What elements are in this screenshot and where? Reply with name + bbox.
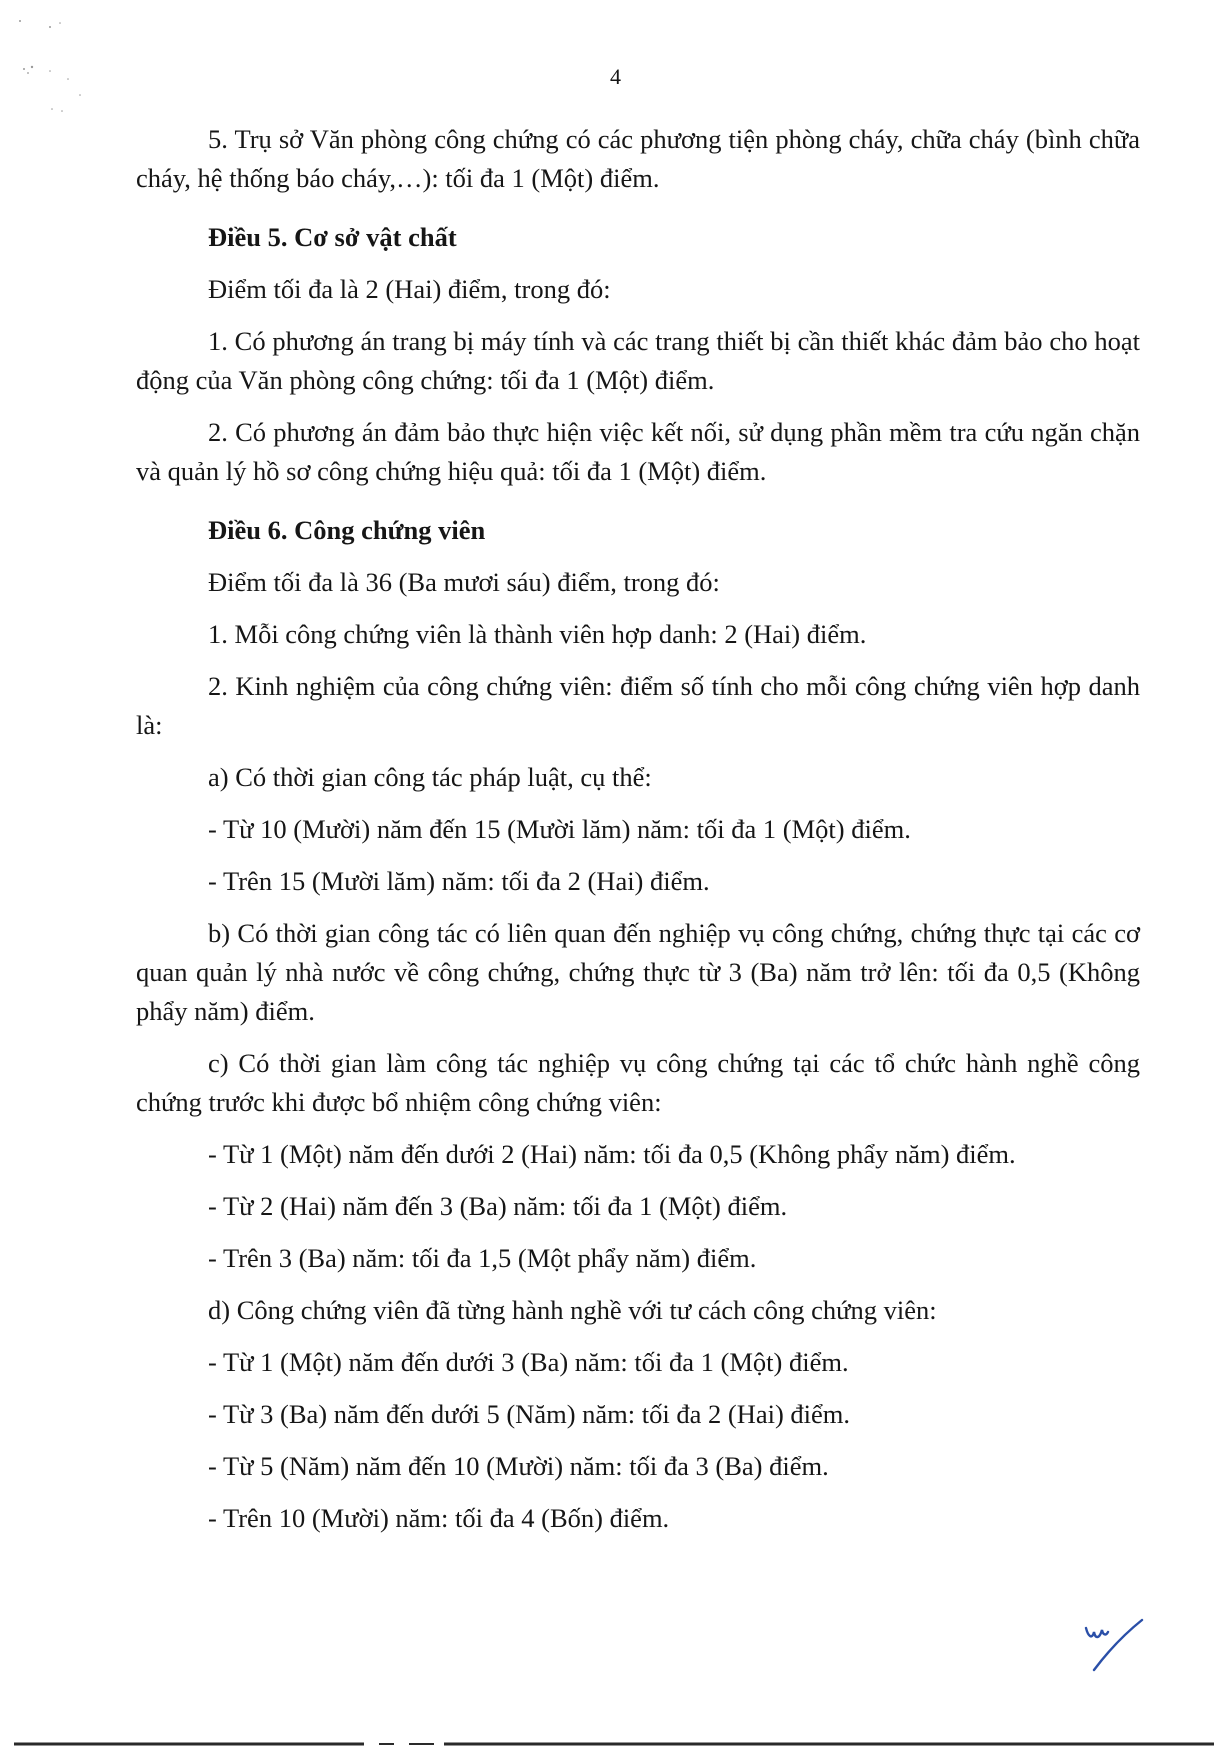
article-6-item-2: 2. Kinh nghiệm của công chứng viên: điểm số tính cho mỗi công chứng viên hợp danh là:	[136, 671, 1140, 740]
document-body	[136, 120, 1140, 1551]
page-number: 4	[610, 64, 621, 89]
item-2d-bullet-3: - Từ 5 (Năm) năm đến 10 (Mười) năm: tối đa 3 (Ba) điểm.	[208, 1451, 829, 1481]
article-5-max-score: Điểm tối đa là 2 (Hai) điểm, trong đó:	[208, 274, 611, 304]
item-2d: d) Công chứng viên đã từng hành nghề với tư cách công chứng viên:	[208, 1295, 937, 1325]
item-2a: a) Có thời gian công tác pháp luật, cụ thể:	[208, 762, 652, 792]
item-2d-bullet-2: - Từ 3 (Ba) năm đến dưới 5 (Năm) năm: tối đa 2 (Hai) điểm.	[208, 1399, 851, 1429]
clause-5-fire-safety: 5. Trụ sở Văn phòng công chứng có các phương tiện phòng cháy, chữa cháy (bình chữa cháy, hệ thống báo cháy,…): tối đa 1 (Một) điểm.	[136, 124, 1140, 193]
bottom-scan-line	[14, 1738, 1214, 1748]
item-2c-bullet-2: - Từ 2 (Hai) năm đến 3 (Ba) năm: tối đa 1 (Một) điểm.	[208, 1191, 788, 1221]
item-2b: b) Có thời gian công tác có liên quan đến nghiệp vụ công chứng, chứng thực tại các cơ quan quản lý nhà nước về công chứng, chứng thực từ 3 (Ba) năm trở lên: tối đa 0,5 (Không phẩy năm) điểm.	[136, 918, 1140, 1026]
article-5-heading: Điều 5. Cơ sở vật chất	[208, 222, 457, 252]
article-6-max-score: Điểm tối đa là 36 (Ba mươi sáu) điểm, trong đó:	[208, 567, 720, 597]
article-5-item-1: 1. Có phương án trang bị máy tính và các trang thiết bị cần thiết khác đảm bảo cho hoạt động của Văn phòng công chứng: tối đa 1 (Một) điểm.	[136, 326, 1140, 395]
item-2c: c) Có thời gian làm công tác nghiệp vụ công chứng tại các tổ chức hành nghề công chứng trước khi được bổ nhiệm công chứng viên:	[136, 1048, 1140, 1117]
item-2c-bullet-3: - Trên 3 (Ba) năm: tối đa 1,5 (Một phẩy năm) điểm.	[208, 1243, 757, 1273]
signature-icon	[1080, 1614, 1150, 1674]
article-6-heading: Điều 6. Công chứng viên	[208, 515, 486, 545]
article-6-item-1: 1. Mỗi công chứng viên là thành viên hợp danh: 2 (Hai) điểm.	[208, 619, 867, 649]
item-2a-bullet-2: - Trên 15 (Mười lăm) năm: tối đa 2 (Hai) điểm.	[208, 866, 710, 896]
item-2d-bullet-4: - Trên 10 (Mười) năm: tối đa 4 (Bốn) điểm.	[208, 1503, 670, 1533]
item-2d-bullet-1: - Từ 1 (Một) năm đến dưới 3 (Ba) năm: tối đa 1 (Một) điểm.	[208, 1347, 849, 1377]
item-2a-bullet-1: - Từ 10 (Mười) năm đến 15 (Mười lăm) năm: tối đa 1 (Một) điểm.	[208, 814, 911, 844]
article-5-item-2: 2. Có phương án đảm bảo thực hiện việc kết nối, sử dụng phần mềm tra cứu ngăn chặn và quản lý hồ sơ công chứng hiệu quả: tối đa 1 (Một) điểm.	[136, 417, 1140, 486]
item-2c-bullet-1: - Từ 1 (Một) năm đến dưới 2 (Hai) năm: tối đa 0,5 (Không phẩy năm) điểm.	[208, 1139, 1016, 1169]
